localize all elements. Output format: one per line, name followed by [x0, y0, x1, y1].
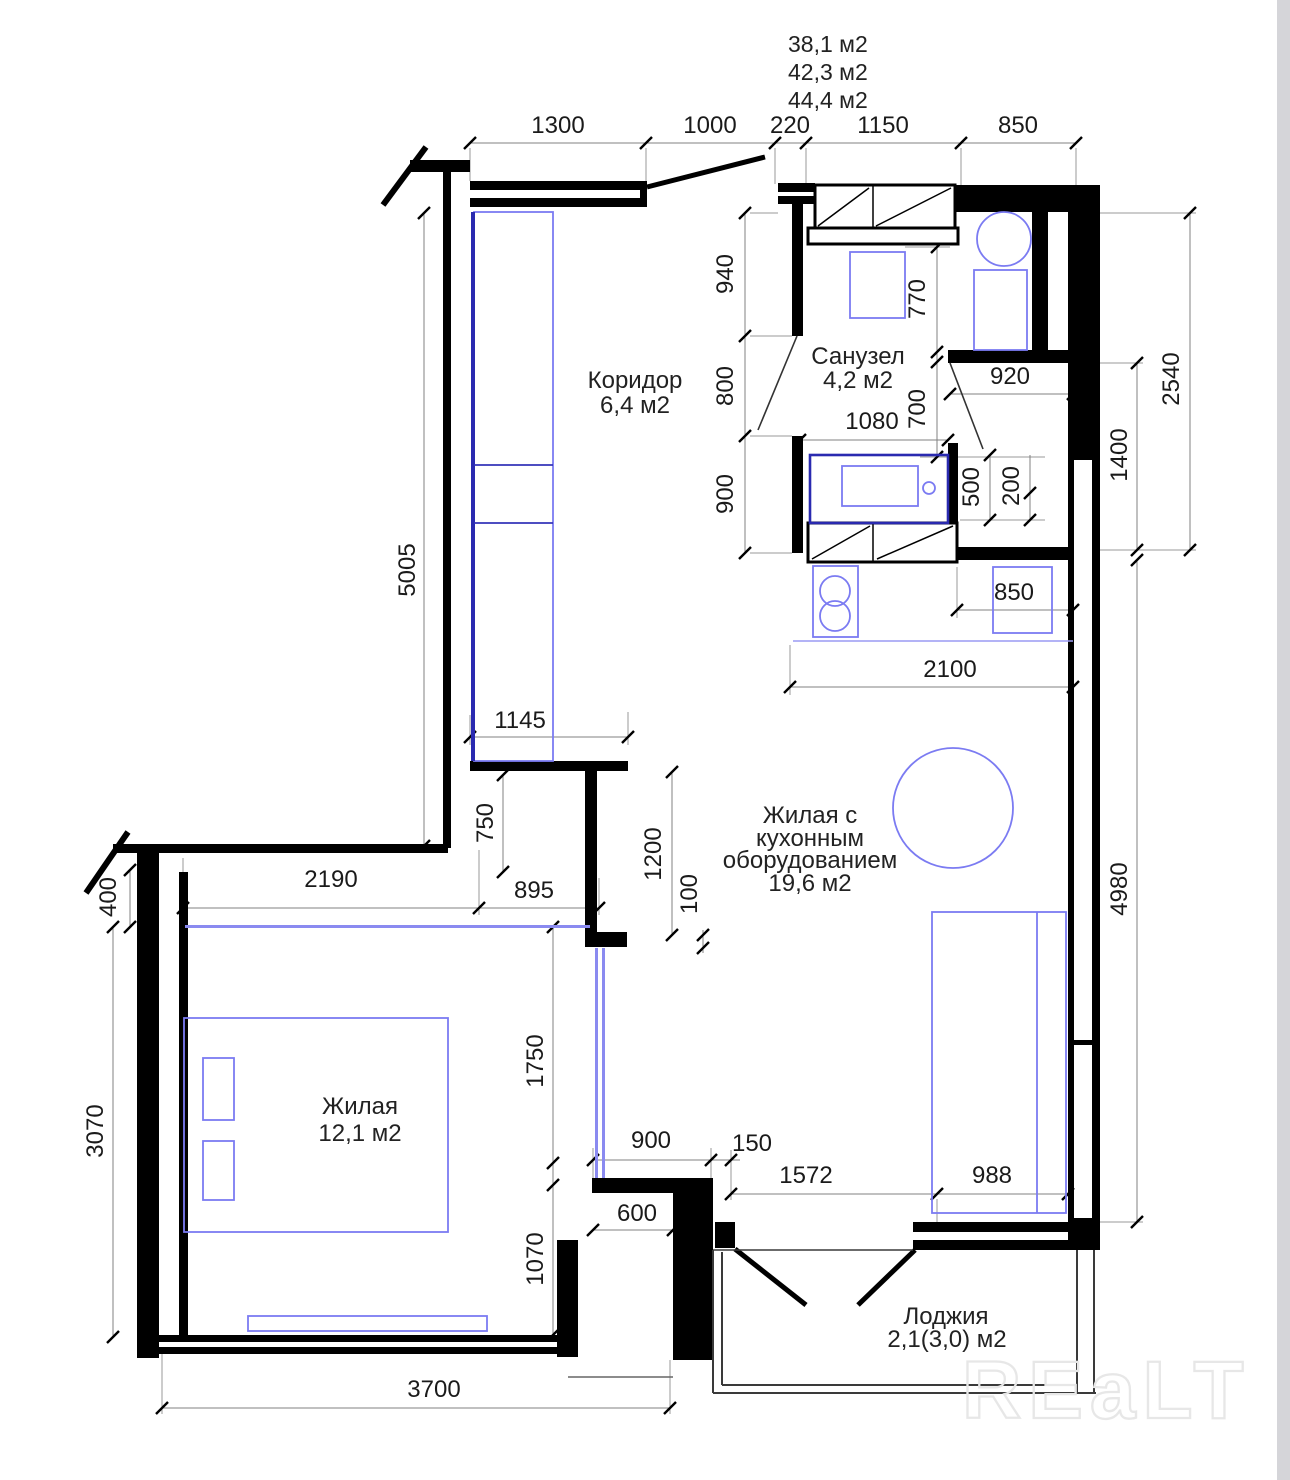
- wardrobe-icon: [471, 212, 553, 761]
- page-scrollbar[interactable]: [1277, 0, 1290, 1480]
- dim-bath-1080: 1080: [845, 408, 899, 435]
- dim-left-5005: 5005: [394, 543, 421, 597]
- dim-kitchen-2100: 2100: [923, 656, 977, 683]
- dim-bedroom-1750: 1750: [522, 1034, 549, 1088]
- dim-corridor-1145: 1145: [494, 707, 546, 734]
- room-area-corridor: 6,4 м2: [600, 392, 670, 419]
- realt-watermark: REaLT: [962, 1345, 1251, 1436]
- dim-bath-800: 800: [712, 365, 739, 407]
- area-line: 38,1 м2: [788, 31, 868, 57]
- dim-top-1300: 1300: [531, 112, 585, 139]
- dim-top-850: 850: [997, 112, 1039, 139]
- dim-door-600: 600: [616, 1200, 658, 1227]
- dim-left-3070: 3070: [82, 1104, 109, 1158]
- room-label-living-kitchen: Жилая с: [762, 802, 858, 829]
- dim-corridor-1200: 1200: [640, 827, 667, 881]
- dim-left-400: 400: [95, 876, 122, 918]
- room-label-corridor: Коридор: [587, 367, 683, 394]
- room-area-loggia: 2,1(3,0) м2: [887, 1326, 1007, 1353]
- room-area-bathroom: 4,2 м2: [823, 367, 893, 394]
- dim-bath-770: 770: [904, 278, 931, 320]
- room-label-bedroom: Жилая: [322, 1093, 398, 1120]
- round-table-icon: [893, 748, 1013, 868]
- media-stand-icon: [248, 1316, 487, 1331]
- dim-living-988: 988: [971, 1162, 1013, 1189]
- dim-living-1572: 1572: [779, 1162, 833, 1189]
- room-area-bedroom: 12,1 м2: [318, 1120, 402, 1147]
- toilet-icon: [974, 212, 1031, 350]
- dim-bath-500: 500: [958, 466, 985, 508]
- dim-corridor-750: 750: [472, 802, 499, 844]
- room-label-living-kitchen: кухонным: [755, 825, 865, 852]
- area-line: 44,4 м2: [788, 87, 868, 113]
- room-label-bathroom: Санузел: [811, 343, 905, 370]
- dim-bedroom-3700: 3700: [407, 1376, 461, 1403]
- dim-bedroom-2190: 2190: [304, 866, 358, 893]
- dim-door-900: 900: [630, 1127, 672, 1154]
- dim-bath-200: 200: [998, 465, 1025, 507]
- entry-door-leaf: [647, 157, 765, 187]
- bed-icon: [184, 1018, 448, 1232]
- dim-top-220: 220: [769, 112, 811, 139]
- dim-bedroom-1070: 1070: [522, 1232, 549, 1286]
- dim-bath-900: 900: [712, 473, 739, 515]
- balcony-door-leaf-left: [735, 1249, 806, 1305]
- bathroom-inner-door-swing: [950, 363, 983, 449]
- room-area-living-kitchen: 19,6 м2: [768, 870, 852, 897]
- dim-corridor-100: 100: [676, 873, 703, 915]
- washing-machine-icon: [850, 252, 905, 318]
- dim-bath-700: 700: [904, 388, 931, 430]
- dim-bath-940: 940: [712, 253, 739, 295]
- stove-icon: [813, 566, 858, 637]
- dim-top-1000: 1000: [683, 112, 737, 139]
- wall-break-mark-top: [383, 147, 426, 205]
- apartment-areas-list: [788, 30, 868, 114]
- dim-right-4980: 4980: [1106, 862, 1133, 916]
- dim-kitchen-850: 850: [993, 579, 1035, 606]
- dim-door-150: 150: [731, 1130, 773, 1157]
- room-label-loggia: Лоджия: [903, 1303, 989, 1330]
- bathroom-door-swing: [758, 336, 797, 430]
- dim-top-1150: 1150: [857, 112, 909, 139]
- balcony-door-leaf-right: [858, 1250, 915, 1305]
- walls: [113, 160, 1100, 1360]
- room-label-living-kitchen: оборудованием: [722, 847, 898, 874]
- dim-bath-920: 920: [989, 363, 1031, 390]
- bathtub-icon: [810, 455, 948, 523]
- dim-right-2540: 2540: [1158, 352, 1185, 406]
- dim-bedroom-895: 895: [513, 877, 555, 904]
- dim-right-1400: 1400: [1106, 428, 1133, 482]
- area-line: 42,3 м2: [788, 59, 868, 85]
